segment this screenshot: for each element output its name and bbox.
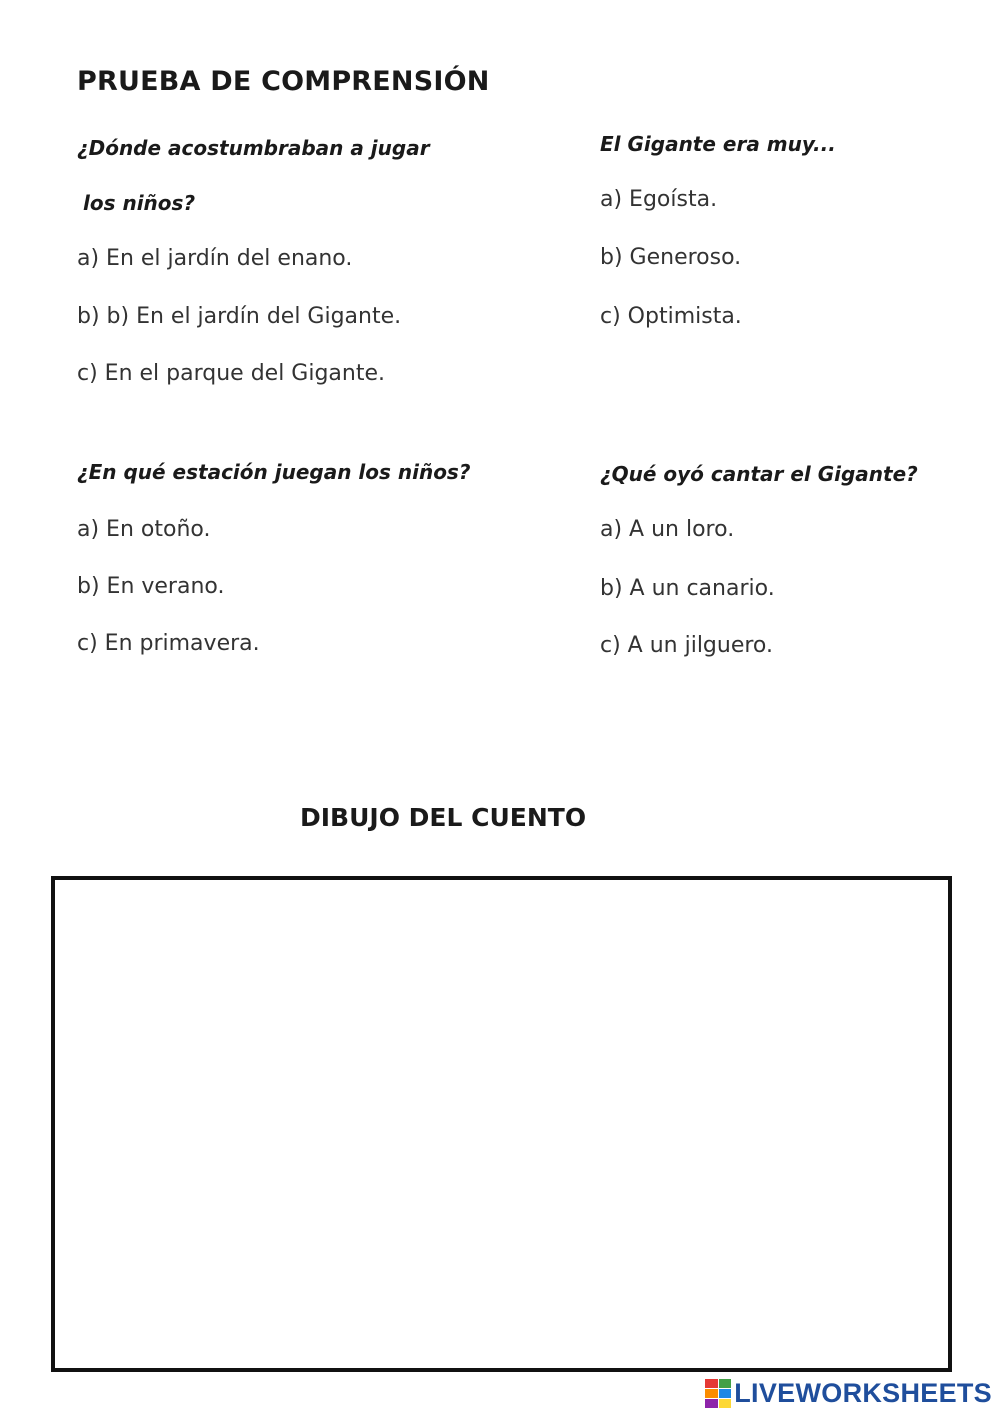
question-1-option-c: c) En el parque del Gigante. xyxy=(77,361,385,386)
question-4-option-b: b) A un canario. xyxy=(600,576,775,601)
watermark-text: LIVEWORKSHEETS xyxy=(734,1378,992,1408)
question-3-option-a: a) En otoño. xyxy=(77,517,211,542)
question-1-line-2: los niños? xyxy=(83,191,196,215)
question-2-option-c: c) Optimista. xyxy=(600,304,742,329)
question-4-option-a: a) A un loro. xyxy=(600,517,735,542)
question-2: El Gigante era muy... xyxy=(600,132,836,156)
question-1-option-b: b) b) En el jardín del Gigante. xyxy=(77,304,402,329)
page-title: PRUEBA DE COMPRENSIÓN xyxy=(77,66,490,97)
question-3: ¿En qué estación juegan los niños? xyxy=(77,460,471,484)
question-4: ¿Qué oyó cantar el Gigante? xyxy=(600,462,918,486)
drawing-section-title: DIBUJO DEL CUENTO xyxy=(300,803,587,832)
question-4-option-c: c) A un jilguero. xyxy=(600,633,774,658)
question-1-option-a: a) En el jardín del enano. xyxy=(77,246,353,271)
liveworksheets-logo-icon xyxy=(705,1379,731,1409)
question-3-option-c: c) En primavera. xyxy=(77,631,260,656)
drawing-box[interactable] xyxy=(51,876,952,1372)
liveworksheets-watermark xyxy=(705,1378,992,1409)
question-1: ¿Dónde acostumbraban a jugar xyxy=(77,136,430,160)
question-3-option-b: b) En verano. xyxy=(77,574,225,599)
question-2-option-a: a) Egoísta. xyxy=(600,187,718,212)
question-2-option-b: b) Generoso. xyxy=(600,245,742,270)
